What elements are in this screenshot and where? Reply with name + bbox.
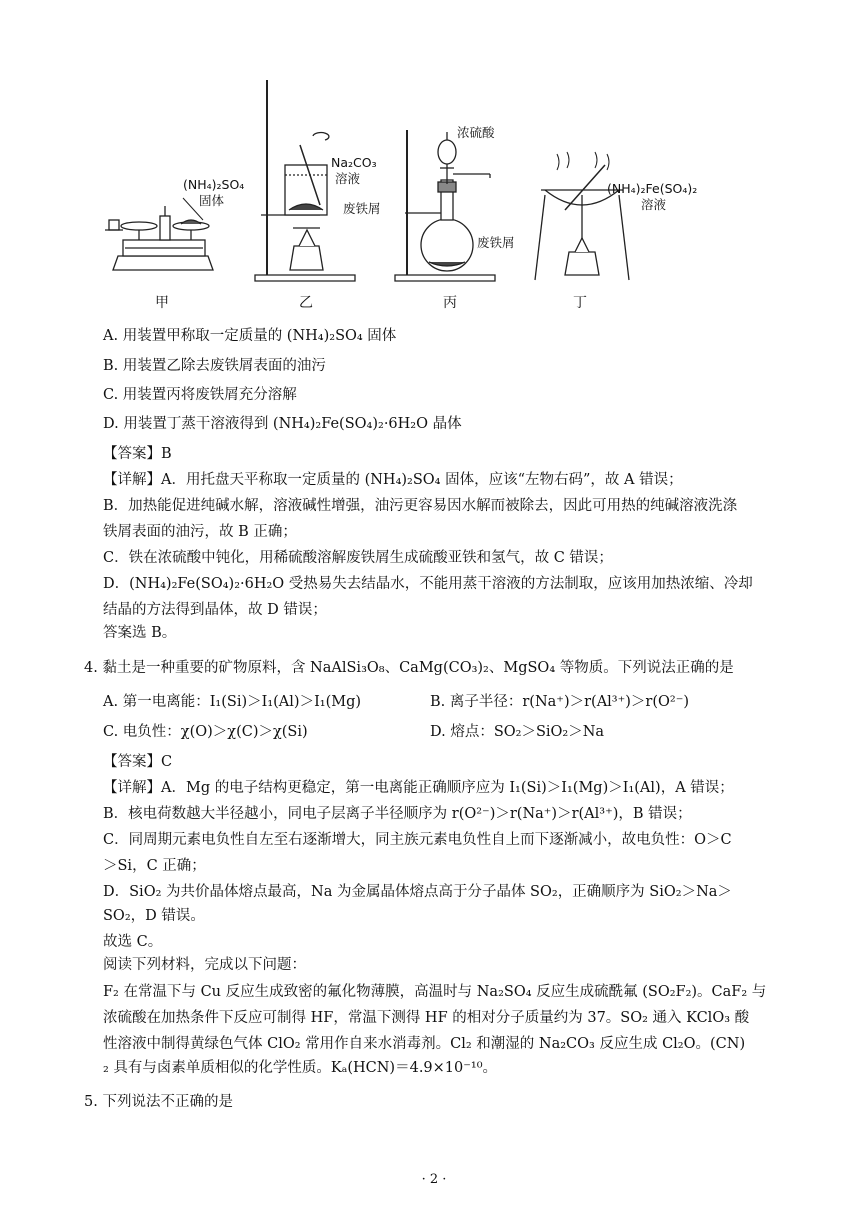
q4-detail-line: 故选 C。 <box>103 934 163 950</box>
ding-label: 丁 <box>573 295 587 311</box>
jia-reagent: (NH₄)₂SO₄ <box>183 177 245 192</box>
material-line: 浓硫酸在加热条件下反应可制得 HF，常温下测得 HF 的相对分子质量约为 37。SO₂ 通入 KClO₃ 酸 <box>103 1010 750 1026</box>
q3-option-b: B. 用装置乙除去废铁屑表面的油污 <box>103 358 326 374</box>
q4-detail-line: SO₂，D 错误。 <box>103 908 205 924</box>
q4-detail-line: 【详解】A．Mg 的电子结构更稳定，第一电离能正确顺序应为 I₁(Si)＞I₁(Mg)＞I₁(Al)，A 错误； <box>103 780 734 796</box>
q3-answer: 【答案】B <box>103 446 172 462</box>
bing-reagent: 浓硫酸 <box>457 125 495 140</box>
yi-reagent: Na₂CO₃ <box>331 155 377 170</box>
material-line: 性溶液中制得黄绿色气体 ClO₂ 常用作自来水消毒剂。Cl₂ 和潮湿的 Na₂CO₃ 反应生成 Cl₂O。(CN) <box>103 1036 746 1052</box>
q4-option-b: B. 离子半径：r(Na⁺)＞r(Al³⁺)＞r(O²⁻) <box>430 694 690 710</box>
yi-reagent-state: 溶液 <box>335 171 361 186</box>
yi-item: 废铁屑 <box>343 201 381 216</box>
apparatus-drawing <box>95 70 655 315</box>
q4-detail-line: ＞Si，C 正确； <box>103 858 206 874</box>
q4-option-d: D. 熔点：SO₂＞SiO₂＞Na <box>430 724 605 740</box>
material-intro: 阅读下列材料，完成以下问题： <box>103 957 306 973</box>
page-number: · 2 · <box>421 1172 447 1187</box>
evaporating-dish-drawing <box>535 152 629 280</box>
ding-reagent-state: 溶液 <box>641 197 667 212</box>
q3-detail-line: 【详解】A．用托盘天平称取一定质量的 (NH₄)₂SO₄ 固体，应该“左物右码”，故 A 错误； <box>103 472 683 488</box>
q3-detail-line: 铁屑表面的油污，故 B 正确； <box>103 524 297 540</box>
bing-item: 废铁屑 <box>477 235 515 250</box>
material-line: F₂ 在常温下与 Cu 反应生成致密的氟化物薄膜，高温时与 Na₂SO₄ 反应生成硫酰氟 (SO₂F₂)。CaF₂ 与 <box>103 984 767 1000</box>
q5-stem: 5. 下列说法不正确的是 <box>84 1094 233 1110</box>
q3-detail-line: 结晶的方法得到晶体，故 D 错误； <box>103 602 327 618</box>
q4-detail-line: D．SiO₂ 为共价晶体熔点最高，Na 为金属晶体熔点高于分子晶体 SO₂，正确顺序为 SiO₂＞Na＞ <box>103 884 732 900</box>
yi-label: 乙 <box>299 295 313 311</box>
q4-option-a: A. 第一电离能：I₁(Si)＞I₁(Al)＞I₁(Mg) <box>103 694 362 710</box>
q3-option-a: A. 用装置甲称取一定质量的 (NH₄)₂SO₄ 固体 <box>103 328 397 344</box>
q3-option-c: C. 用装置丙将废铁屑充分溶解 <box>103 387 297 403</box>
apparatus-figure <box>95 70 698 315</box>
q3-detail-line: B．加热能促进纯碱水解，溶液碱性增强，油污更容易因水解而被除去，因此可用热的纯碱溶液洗涤 <box>103 498 738 514</box>
q4-stem: 4. 黏土是一种重要的矿物原料，含 NaAlSi₃O₈、CaMg(CO₃)₂、MgSO₄ 等物质。下列说法正确的是 <box>84 660 734 676</box>
q4-detail-line: C．同周期元素电负性自左至右逐渐增大，同主族元素电负性自上而下逐渐减小，故电负性：O＞C <box>103 832 732 848</box>
q3-detail-line: C．铁在浓硫酸中钝化，用稀硫酸溶解废铁屑生成硫酸亚铁和氢气，故 C 错误； <box>103 550 613 566</box>
bing-label: 丙 <box>443 295 457 311</box>
q4-detail-line: B．核电荷数越大半径越小，同电子层离子半径顺序为 r(O²⁻)＞r(Na⁺)＞r(Al³⁺)，B 错误； <box>103 806 692 822</box>
balance-drawing <box>105 198 213 270</box>
q3-detail-line: 答案选 B。 <box>103 625 177 641</box>
q3-option-d: D. 用装置丁蒸干溶液得到 (NH₄)₂Fe(SO₄)₂·6H₂O 晶体 <box>103 416 462 432</box>
q4-answer: 【答案】C <box>103 754 173 770</box>
material-line: ₂ 具有与卤素单质相似的化学性质。Kₐ(HCN)＝4.9×10⁻¹⁰。 <box>103 1060 498 1076</box>
q3-detail-line: D．(NH₄)₂Fe(SO₄)₂·6H₂O 受热易失去结晶水，不能用蒸干溶液的方法制取，应该用加热浓缩、冷却 <box>103 576 753 592</box>
jia-reagent-state: 固体 <box>199 193 225 208</box>
q4-option-c: C. 电负性：χ(O)＞χ(C)＞χ(Si) <box>103 724 308 740</box>
ding-reagent: (NH₄)₂Fe(SO₄)₂ <box>607 181 698 196</box>
flask-stand-drawing <box>395 130 495 281</box>
jia-label: 甲 <box>155 295 169 311</box>
